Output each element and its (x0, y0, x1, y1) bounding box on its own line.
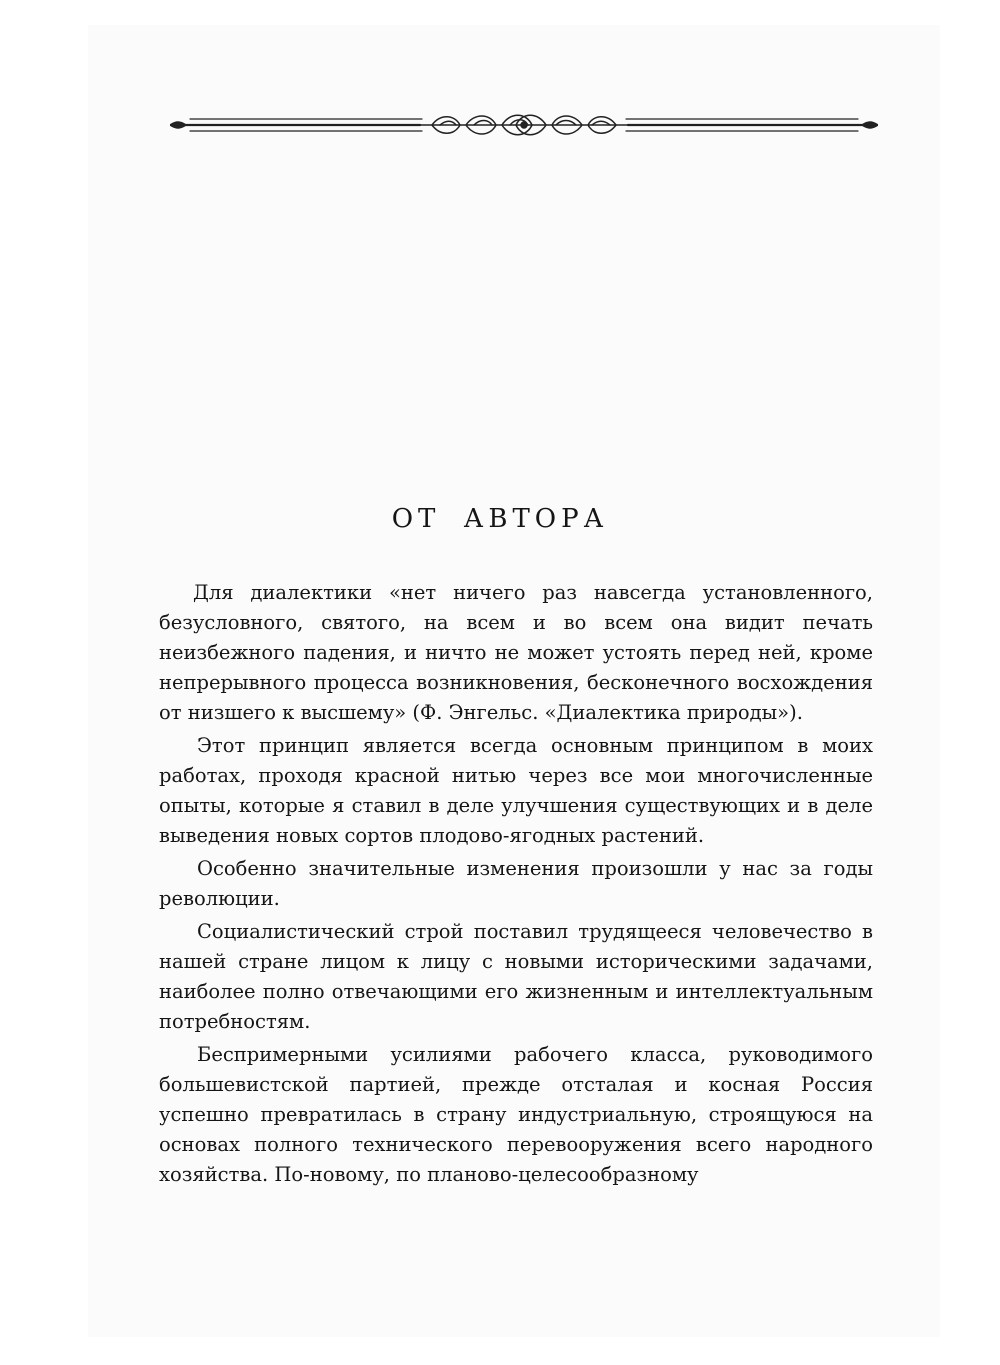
paragraph: Этот принцип является всегда основным принципом в моих работах, проходя красной нитью через все мои многочисленные опыты, которые я ставил в деле улучшения существующих и в деле выведения новых сортов плодово-ягодных растений. (159, 734, 873, 847)
paragraph: Беспримерными усилиями рабочего класса, руководимого большевистской партией, прежде отсталая и косная Россия успешно превратилась в страну индустриальную, строящуюся на основах полного технического перевооружения всего народного хозяйства. По-новому, по планово-целесообразному (159, 1043, 873, 1186)
paragraph: Социалистический строй поставил трудящееся человечество в нашей стране лицом к лицу с новыми историческими задачами, наиболее полно отвечающими его жизненным и интеллектуальным потребностям. (159, 920, 873, 1033)
floral-divider-icon (170, 108, 878, 142)
paragraph: Особенно значительные изменения произошли у нас за годы революции. (159, 857, 873, 910)
paragraph: Для диалектики «нет ничего раз навсегда установленного, безусловного, святого, на всем и во всем она видит печать неизбежного падения, и ничто не может устоять перед ней, кроме непрерывного процесса возникновения, бесконечного восхождения от низшего к высшему» (Ф. Энгельс. «Диалектика природы»). (159, 581, 873, 724)
body-text (159, 578, 873, 1193)
page-title: ОТ АВТОРА (391, 504, 609, 535)
